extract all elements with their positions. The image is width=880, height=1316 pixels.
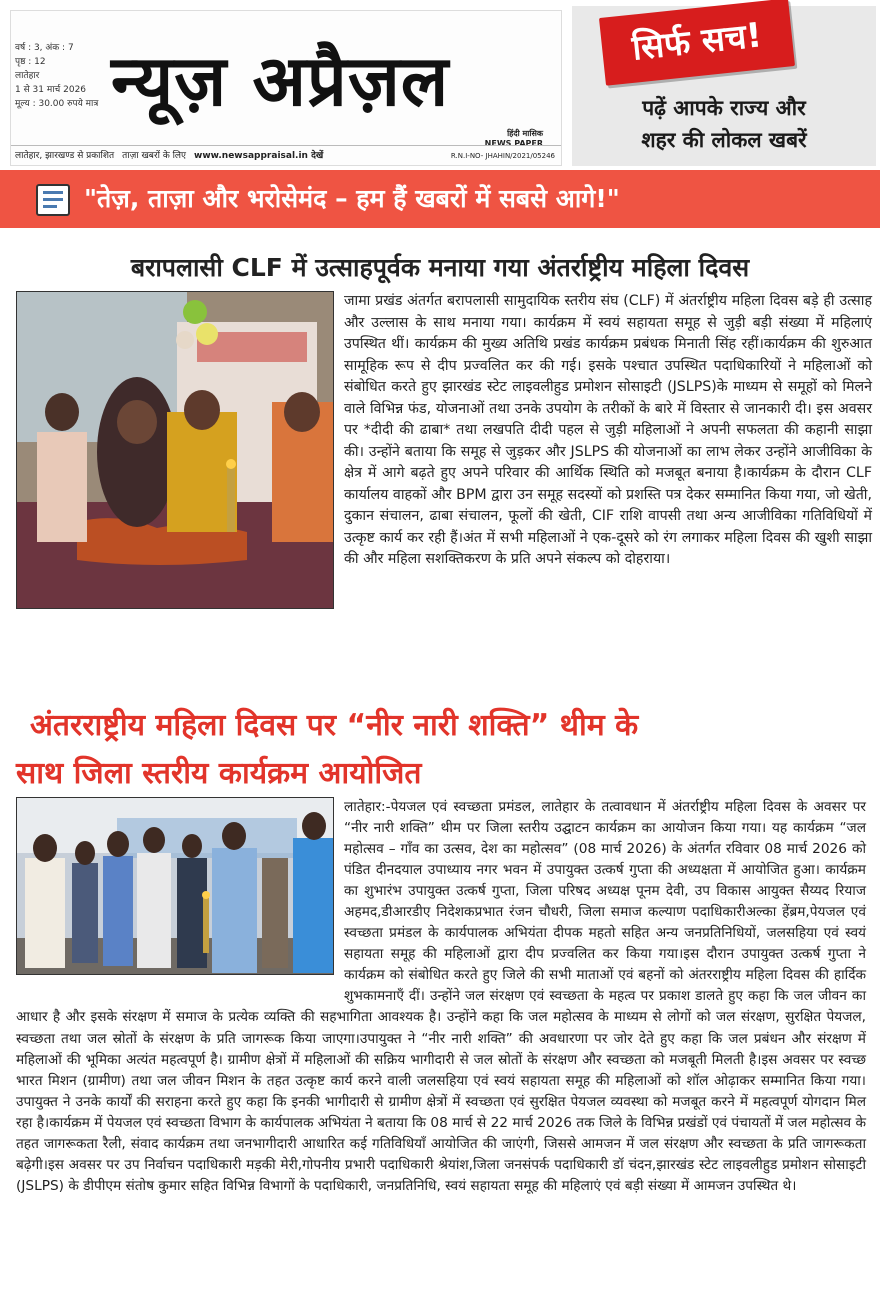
- issue-price: मूल्य : 30.00 रुपये मात्र: [15, 99, 99, 109]
- article-2-text: लातेहार:-पेयजल एवं स्वच्छता प्रमंडल, लातेहार के तत्वावधान में अंतर्राष्ट्रीय महिला दिवस के अवसर पर “नीर नारी शक्ति” थीम पर जिला स्तरीय उद्घाटन कार्यक्रम का आयोजन किया गया। यह कार्यक्रम “जल महोत्सव – गाँव का उत्सव, देश का महोत्सव” (08 मार्च 2026) के अंतर्गत रविवार 08 मार्च 2026 को पंडित दीनदयाल उपाध्याय नगर भवन में उपायुक्त उत्कर्ष गुप्ता की अध्यक्षता में आयोजित हुआ। कार्यक्रम का शुभारंभ उपायुक्त उत्कर्ष गुप्ता, जिला परिषद अध्यक्ष पूनम देवी, उप विकास आयुक्त सैय्यद रियाज अहमद,डीआरडीए निदेशकप्रभात रंजन चौधरी, जिला समाज कल्याण पदाधिकारीअल्का हेंब्रम,पेयजल एवं स्वच्छता प्रमंडल के कार्यपालक अभियंता दीपक महतो सहित अन्य जनप्रतिनिधियों, जलसहिया एवं स्वयं सहायता समूह की महिलाओं द्वारा दीप प्रज्वलित कर किया गया।इस दौरान उपायुक्त उत्कर्ष गुप्ता ने कार्यक्रम को संबोधित करते हुए जिले की सभी माताओं एवं बहनों को अंतरराष्ट्रीय महिला दिवस की हार्दिक शुभकामनाएँ दीं। उन्होंने जल संरक्षण एवं स्वच्छता के महत्व पर प्रकाश डालते हुए कहा कि जल जीवन का आधार है और इसके संरक्षण में समाज के प्रत्येक व्यक्ति की सहभागिता आवश्यक है। उन्होंने कहा कि जल महोत्सव के माध्यम से लोगों को जल संरक्षण, सुरक्षित पेयजल, स्वच्छता तथा जल स्रोतों के संरक्षण के प्रति जागरूक किया जाएगा।उपायुक्त ने “नीर नारी शक्ति” की अवधारणा पर जोर देते हुए कहा कि जल प्रबंधन और संरक्षण में महिलाओं की भूमिका अत्यंत महत्वपूर्ण है। ग्रामीण क्षेत्रों में महिलाओं की सक्रिय भागीदारी से जल स्रोतों के संरक्षण और स्वच्छता को मजबूती मिलती है।इस अवसर पर स्वच्छ भारत मिशन (ग्रामीण) तथा जल जीवन मिशन के तहत उत्कृष्ट कार्य करने वाली जलसहिया एवं स्वयं सहायता समूह की महिलाओं को शॉल ओढ़ाकर सम्मानित किया गया। उपायुक्त ने उनके कार्यों की सराहना करते हुए कहा कि इनकी भागीदारी से ग्रामीण क्षेत्रों में स्वच्छता एवं सुरक्षित पेयजल व्यवस्था को मजबूत करने में महत्वपूर्ण योगदान मिल रहा है।कार्यक्रम में पेयजल एवं स्वच्छता विभाग के कार्यपालक अभियंता ने बताया कि 08 मार्च से 22 मार्च 2026 तक जिले के विभिन्न प्रखंडों एवं पंचायतों में जल महोत्सव के तहत जागरूकता रैली, संवाद कार्यक्रम तथा जनभागीदारी आधारित कई गतिविधियाँ आयोजित की जाएंगी, जिससे आमजन में जल संरक्षण और स्वच्छता के प्रति जागरूकता बढ़ेगी।इस अवसर पर उप निर्वाचन पदाधिकारी मड़की मेरी,गोपनीय प्रभारी पदाधिकारी श्रेयांश,जिला जनसंपर्क पदाधिकारी डॉ चंदन,झारखंड स्टेट लाइवलीहुड प्रमोशन सोसाइटी (JSLPS) के डीपीएम संतोष कुमार सहित विभिन्न विभागों के पदाधिकारी, जनप्रतिनिधि, स्वयं सहायता समूह की महिलाएं एवं बड़ी संख्या में आमजन उपस्थित थे।: [16, 799, 866, 1194]
- promo-badge: सिर्फ सच!: [599, 0, 795, 86]
- issue-info: [15, 41, 107, 111]
- slogan-text: "तेज़, ताज़ा और भरोसेमंद – हम हैं खबरों में सबसे आगे!": [84, 184, 620, 213]
- registration-number: R.N.I-NO- JHAHIN/2021/05246: [450, 152, 555, 160]
- newspaper-title: न्यूज़ अप्रैज़ल: [111, 39, 450, 122]
- article-1-headline: बरापलासी CLF में उत्साहपूर्वक मनाया गया अंतर्राष्ट्रीय महिला दिवस: [130, 253, 750, 282]
- slogan-banner: [0, 170, 880, 228]
- website-prefix: ताज़ा खबरों के लिए: [122, 151, 186, 161]
- article-2-headline: [16, 702, 876, 798]
- newspaper-type-hindi: हिंदी मासिक: [507, 129, 543, 138]
- article-2-headline-line-2: साथ जिला स्तरीय कार्यक्रम आयोजित: [16, 756, 422, 791]
- newspaper-type-english: NEWS PAPER: [484, 139, 543, 148]
- article-1-body: [16, 291, 872, 613]
- issue-volume: वर्ष : 3, अंक : 7: [15, 43, 74, 53]
- newspaper-icon: [36, 184, 70, 216]
- article-1-text: जामा प्रखंड अंतर्गत बरापलासी सामुदायिक स्तरीय संघ (CLF) में अंतर्राष्ट्रीय महिला दिवस बड़े ही उत्साह और उल्लास के साथ मनाया गया। कार्यक्रम में स्वयं सहायता समूह से जुड़ी बड़ी संख्या में महिलाएं उपस्थित थीं। कार्यक्रम की मुख्य अतिथि प्रखंड कार्यक्रम प्रबंधक मिनाती सिंह रहीं।कार्यक्रम की शुरुआत सामूहिक रूप से दीप प्रज्वलित कर की गई। इसके पश्चात उपस्थित पदाधिकारियों ने महिलाओं को संबोधित करते हुए झारखंड स्टेट लाइवलीहुड प्रमोशन सोसाइटी (JSLPS)के माध्यम से समूहों को मिलने वाले विभिन्न फंड, योजनाओं तथा उनके उपयोग के तरीकों के बारे में विस्तार से जानकारी दी। इस अवसर पर *दीदी की ढाबा* तथा लखपति दीदी पहल से जुड़ी महिलाओं ने अपनी सफलता की कहानी साझा की। उन्होंने बताया कि समूह से जुड़कर और JSLPS की योजनाओं का लाभ लेकर उन्होंने आजीविका के क्षेत्र में आगे बढ़ते हुए अपने परिवार की आर्थिक स्थिति को मजबूत बनाया है।कार्यक्रम के दौरान CLF कार्यालय वाहकों और BPM द्वारा उन समूह सदस्यों को प्रशस्ति पत्र देकर सम्मानित किया गया, जो खेती, दुकान संचालन, ढाबा संचालन, फूलों की खेती, CIF राशि वापसी तथा अन्य आजीविका गतिविधियों में उत्कृष्ट कार्य कर रही हैं।अंत में सभी महिलाओं ने एक-दूसरे को रंग लगाकर महिला दिवस की खुशी साझा की और महिला सशक्तिकरण के प्रति अपने संकल्प को दोहराया।: [344, 293, 872, 567]
- issue-place: लातेहार: [15, 71, 40, 81]
- website-link[interactable]: www.newsappraisal.in देखें: [194, 151, 324, 161]
- promo-tagline: [572, 92, 876, 156]
- article-2-headline-line-1: अंतरराष्ट्रीय महिला दिवस पर “नीर नारी शक्ति” थीम के: [30, 708, 639, 743]
- newspaper-nameplate: [10, 10, 562, 166]
- article-2-body: [16, 797, 866, 1197]
- masthead: [0, 0, 880, 168]
- issue-date: 1 से 31 मार्च 2026: [15, 85, 87, 95]
- nameplate-footer: [11, 145, 561, 165]
- published-from: लातेहार, झारखण्ड से प्रकाशित: [15, 151, 115, 161]
- promo-line-1: पढ़ें आपके राज्य और: [642, 96, 806, 120]
- promo-line-2: शहर की लोकल खबरें: [641, 128, 807, 152]
- promo-box: [572, 6, 876, 166]
- issue-pages: पृष्ठ : 12: [15, 57, 46, 67]
